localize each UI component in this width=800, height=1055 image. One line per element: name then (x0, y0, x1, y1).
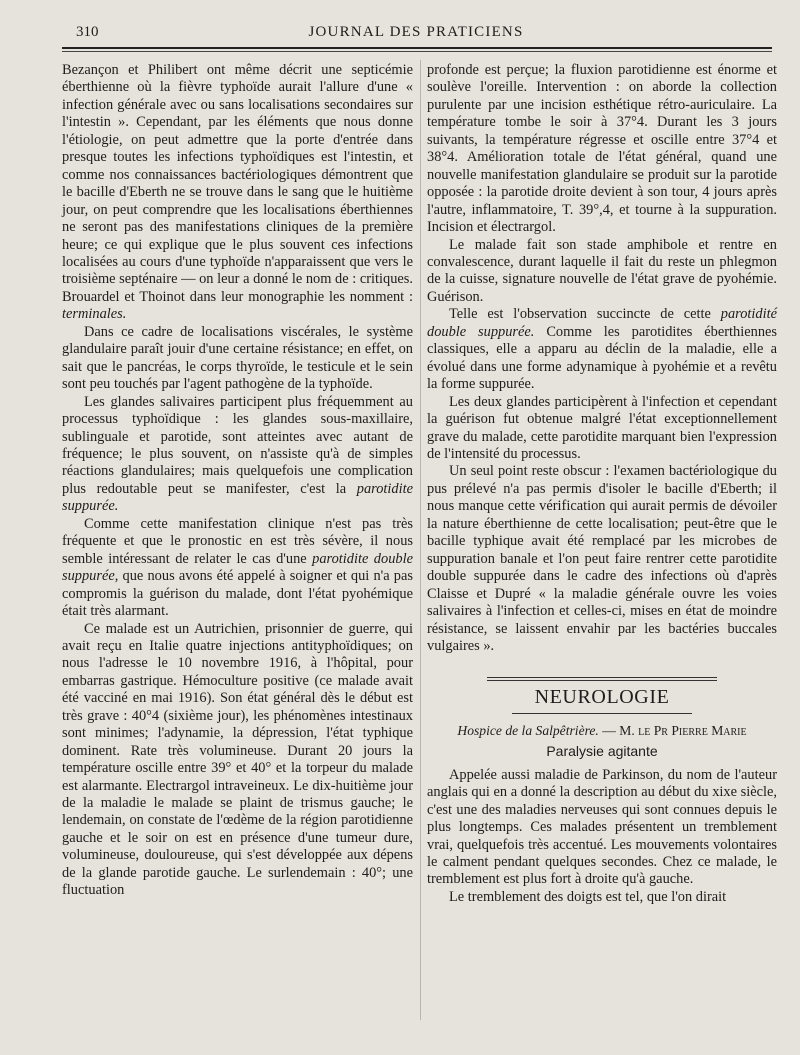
paragraph-text: Telle est l'observation succincte de cette (449, 306, 711, 323)
paragraph-text: Ce malade est un Autrichien, prisonnier de guerre, qui avait reçu en Italie quatre injections antityphoïdiques; on nous l'adresse le 10 novembre 1916, à l'hôpital, pour embarras gastrique. Hémoculture positive (ce malade avait été vacciné en mai 1916). Son état général dès le début est très grave : 40°4 (sixième jour), les phénomènes intestinaux sont minimes; l'adynamie, la dépression, l'état typhique dominent. Rate très volumineuse. Durant 20 jours la température oscille entre 39° et 40° et la torpeur du malade est alarmante. Electrargol intraveineux. Le dix-huitième jour de la maladie le malade se plaint de trismus gauche; le lendemain, on constate de l'œdème de la région parotidienne gauche et le soir on est en présence d'une tumeur dure, volumineuse, douloureuse, qui s'est développée aux dépens de la glande parotide gauche. Le surlendemain : 40°; une fluctuation (62, 620, 413, 899)
header-rule (62, 47, 772, 49)
paragraph (62, 516, 413, 621)
paragraph-text: Bezançon et Philibert ont même décrit une septicémie éberthienne où la fièvre typhoïde aurait l'allure d'une « infection générale avec ou sans localisations secondaires sur l'intestin ». Cependant, par les éléments que nous donne l'étiologie, on peut admettre que la porte d'entrée dans presque toutes les infections typhoïdiques est l'intestin, et comme nos connaissances bactériologiques démontrent que le bacille d'Eberth ne se trouve dans le sang que le huitième jour, on peut comprendre que les localisations éberthiennes ne seront pas des manifestations cliniques de la première heure; ce qui explique que le plus souvent ces infections localisées au cours d'une typhoïde n'apparaissent que vers le troisième septénaire — on leur a donné le nom de : critiques. Brouardel et Thoinot dans leur monographie les nomment : (62, 62, 413, 305)
lecturer-name: — M. le Pr Pierre Marie (602, 722, 747, 738)
italic-term: terminales. (62, 306, 127, 323)
paragraph-text: Un seul point reste obscur : l'examen bactériologique du pus prélevé n'a pas permis d'isoler le bacille d'Eberth; il nous manque cette vérification qui aurait permis de dévoiler la nature éberthienne de cette localisation; peut-être que le bacille typhique avait été remplacé par les microbes de suppuration banale et l'on peut faire rentrer cette parotidite double suppurée dans le cadre des infections où d'après Claisse et Dupré « la maladie générale ouvre les voies salivaires à l'infection et celles-ci, mises en état de moindre résistance, se laissent envahir par les bactéries buccales vulgaires ». (427, 463, 777, 654)
paragraph-text: Comme cette manifestation clinique n'est pas très fréquente et que le pronostic en est très sévère, il nous semble intéressant de relater le cas d'une (62, 515, 413, 567)
paragraph (62, 621, 413, 900)
ornament-line (487, 677, 717, 678)
paragraph (427, 463, 777, 655)
page-number: 310 (76, 24, 99, 40)
paragraph-text: Appelée aussi maladie de Parkinson, du nom de l'auteur anglais qui en a donné la description au début du xixe siècle, c'est une des maladies nerveuses qui sont connues depuis le plus longtemps. Ces malades présentent un tremblement vrai, quelquefois très accentué. Les mouvements volontaires le calment pendant quelques secondes. Chez ce malade, le tremblement est plus fort à droite qu'à gauche. (427, 766, 777, 888)
paragraph (427, 306, 777, 393)
paragraph (427, 62, 777, 237)
left-column (62, 62, 413, 900)
paragraph-text: Le malade fait son stade amphibole et rentre en convalescence, durant laquelle il fait du reste un phlegmon de la cuisse, signature nouvelle de l'état grave de pyohémie. Guérison. (427, 236, 777, 305)
paragraph (62, 394, 413, 516)
right-column (427, 62, 777, 906)
paragraph-text: Les glandes salivaires participent plus fréquemment au processus typhoïdique : les glandes sous-maxillaire, sublinguale et parotide, sont atteintes avec autant de fréquence; le plus souvent, on n'assiste qu'à de simples réactions glandulaires; mais quelquefois une complication plus redoutable peut se manifester, c'est la (62, 393, 413, 497)
paragraph (427, 889, 777, 906)
paragraph-text: profonde est perçue; la fluxion parotidienne est énorme et soulève l'oreille. Intervention : on aborde la collection purulente par une incision esthétique rétro-auriculaire. La température tombe le soir à 37°4. Durant les 3 jours suivants, la température régresse et oscille entre 37°4 et 38°4. Amélioration totale de l'état général, quand une nouvelle manifestation glandulaire se produit sur la parotide opposée : la parotide droite devient à son tour, 4 jours après l'autre, inflammatoire, T. 39°,4, et tourne à la suppuration. Incision et électrargol. (427, 62, 777, 236)
paragraph-text: Dans ce cadre de localisations viscérales, le système glandulaire paraît jouir d'une certaine résistance; en effet, on sait que le pancréas, le corps thyroïde, le testicule et le sein sont peu touchés par l'agent pathogène de la typhoïde. (62, 323, 413, 393)
paragraph-text: Comme les parotidites éberthiennes classiques, elle a apparu au déclin de la maladie, elle a évolué dans une forme adynamique à pyohémie et a revêtu la forme suppurée. (427, 323, 777, 393)
section-ornament (487, 677, 717, 713)
header-rule-thin (62, 51, 772, 52)
journal-title: JOURNAL DES PRATICIENS (308, 24, 524, 40)
paragraph (62, 62, 413, 324)
paragraph (427, 237, 777, 307)
section-title: NEUROLOGIE (534, 686, 670, 709)
paragraph-text: Les deux glandes participèrent à l'infection et cependant la guérison fut obtenue malgré l'état exceptionnellement grave du malade, cette parotidite marquant bien l'expression de l'intensité du processus. (427, 393, 777, 462)
paragraph-text: que nous avons été appelé à soigner et qui n'a pas compromis la guérison du malade, dont l'état pyohémique était très alarmant. (62, 568, 413, 620)
page-header (62, 22, 770, 46)
italic-term: parotidité double suppurée. (427, 306, 777, 340)
italic-term: parotidite double suppurée, (62, 550, 413, 585)
ornament-line (512, 713, 692, 714)
paragraph (427, 767, 777, 889)
ornament-line (487, 680, 717, 681)
hospice-name: Hospice de la Salpêtrière. (457, 722, 599, 738)
paragraph-text: Le tremblement des doigts est tel, que l'on dirait (449, 888, 727, 905)
column-divider (420, 60, 421, 1020)
lecture-source (427, 722, 777, 739)
italic-term: parotidite suppurée. (62, 480, 413, 515)
paragraph (427, 394, 777, 464)
paragraph (62, 324, 413, 394)
article-subtitle: Paralysie agitante (546, 743, 658, 760)
